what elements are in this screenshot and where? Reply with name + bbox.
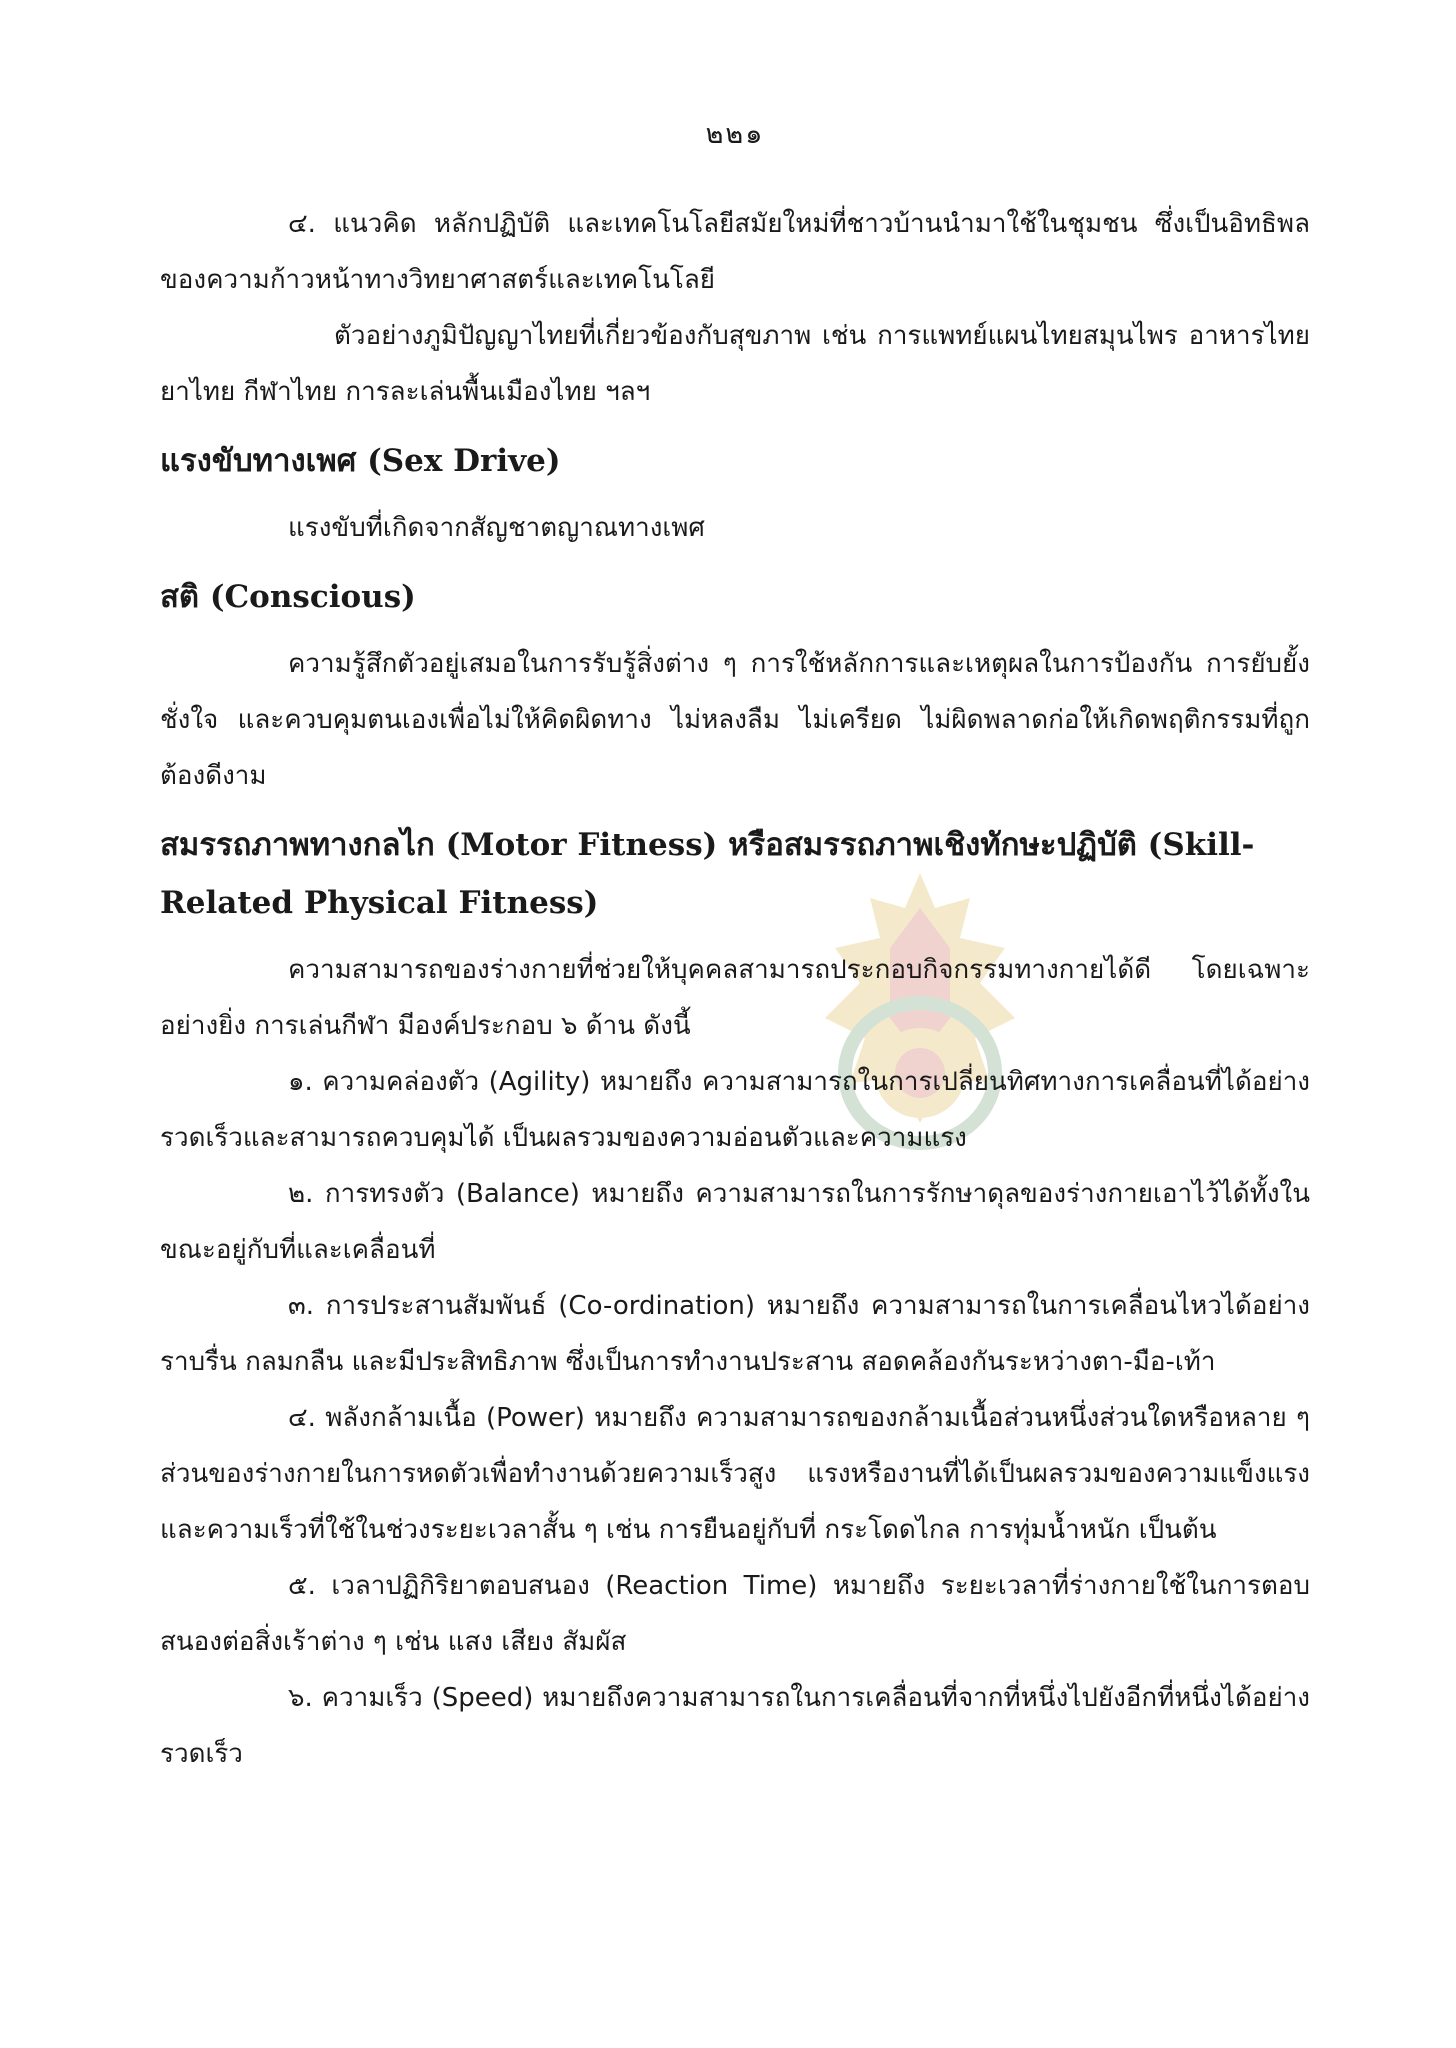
motor-fitness-item: ๒. การทรงตัว (Balance) หมายถึง ความสามารถในการรักษาดุลของร่างกายเอาไว้ได้ทั้งในขณะอยู่กับที่และเคลื่อนที่ bbox=[160, 1179, 1310, 1265]
motor-fitness-item: ๓. การประสานสัมพันธ์ (Co-ordination) หมายถึง ความสามารถในการเคลื่อนไหวได้อย่างราบรื่น กลมกลืน และมีประสิทธิภาพ ซึ่งเป็นการทำงานประสาน สอดคล้องกันระหว่างตา-มือ-เท้า bbox=[160, 1291, 1310, 1377]
page-number: ๒๒๑ bbox=[705, 119, 765, 150]
motor-fitness-item: ๑. ความคล่องตัว (Agility) หมายถึง ความสามารถในการเปลี่ยนทิศทางการเคลื่อนที่ได้อย่างรวดเร็วและสามารถควบคุมได้ เป็นผลรวมของความอ่อนตัวและความแรง bbox=[160, 1067, 1310, 1153]
intro-item-4: ๔. แนวคิด หลักปฏิบัติ และเทคโนโลยีสมัยใหม่ที่ชาวบ้านนำมาใช้ในชุมชน ซึ่งเป็นอิทธิพลของความก้าวหน้าทางวิทยาศาสตร์และเทคโนโลยี bbox=[160, 209, 1310, 295]
sex-drive-definition: แรงขับที่เกิดจากสัญชาตญาณทางเพศ bbox=[288, 513, 705, 543]
conscious-definition: ความรู้สึกตัวอยู่เสมอในการรับรู้สิ่งต่าง ๆ การใช้หลักการและเหตุผลในการป้องกัน การยับยั้งชั่งใจ และควบคุมตนเองเพื่อไม่ให้คิดผิดทาง ไม่หลงลืม ไม่เครียด ไม่ผิดพลาดก่อให้เกิดพฤติกรรมที่ถูกต้องดีงาม bbox=[160, 649, 1310, 791]
motor-fitness-intro: ความสามารถของร่างกายที่ช่วยให้บุคคลสามารถประกอบกิจกรรมทางกายได้ดี โดยเฉพาะอย่างยิ่ง การเล่นกีฬา มีองค์ประกอบ ๖ ด้าน ดังนี้ bbox=[160, 955, 1310, 1041]
document-page bbox=[160, 0, 1310, 2048]
heading-conscious: สติ (Conscious) bbox=[160, 579, 416, 615]
motor-fitness-item: ๔. พลังกล้ามเนื้อ (Power) หมายถึง ความสามารถของกล้ามเนื้อส่วนหนึ่งส่วนใดหรือหลาย ๆ ส่วนของร่างกายในการหดตัวเพื่อทำงานด้วยความเร็วสูง แรงหรืองานที่ได้เป็นผลรวมของความแข็งแรงและความเร็วที่ใช้ในช่วงระยะเวลาสั้น ๆ เช่น การยืนอยู่กับที่ กระโดดไกล การทุ่มน้ำหนัก เป็นต้น bbox=[160, 1403, 1310, 1545]
motor-fitness-item: ๕. เวลาปฏิกิริยาตอบสนอง (Reaction Time) หมายถึง ระยะเวลาที่ร่างกายใช้ในการตอบสนองต่อสิ่งเร้าต่าง ๆ เช่น แสง เสียง สัมผัส bbox=[160, 1571, 1310, 1657]
document-body bbox=[160, 196, 1310, 1782]
heading-motor-fitness: สมรรถภาพทางกลไก (Motor Fitness) หรือสมรรถภาพเชิงทักษะปฏิบัติ (Skill-Related Physical Fitness) bbox=[160, 827, 1255, 921]
heading-sex-drive: แรงขับทางเพศ (Sex Drive) bbox=[160, 443, 561, 479]
motor-fitness-item: ๖. ความเร็ว (Speed) หมายถึงความสามารถในการเคลื่อนที่จากที่หนึ่งไปยังอีกที่หนึ่งได้อย่างรวดเร็ว bbox=[160, 1683, 1310, 1769]
intro-examples: ตัวอย่างภูมิปัญญาไทยที่เกี่ยวข้องกับสุขภาพ เช่น การแพทย์แผนไทยสมุนไพร อาหารไทย ยาไทย กีฬาไทย การละเล่นพื้นเมืองไทย ฯลฯ bbox=[160, 321, 1310, 407]
